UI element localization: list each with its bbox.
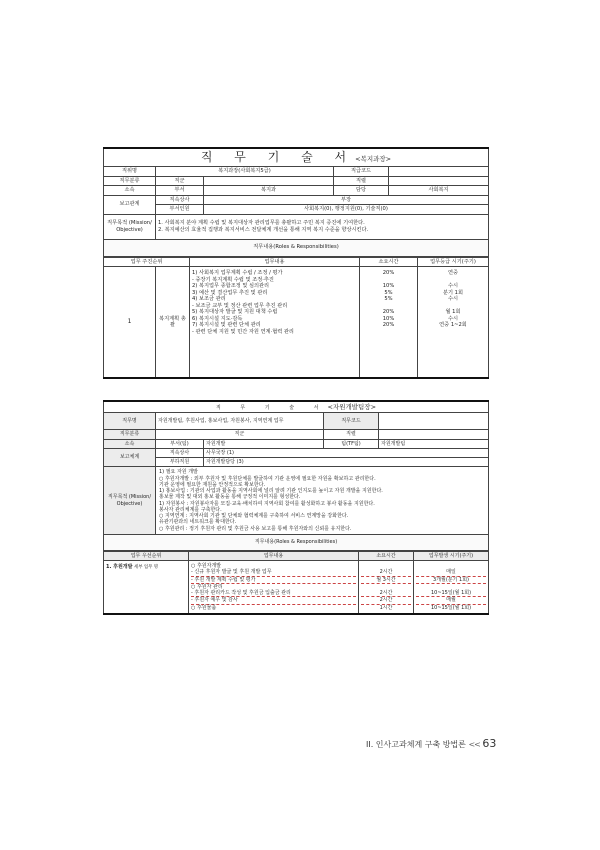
- col-header: 소요시간: [359, 551, 414, 560]
- cycle: 수시: [447, 315, 459, 322]
- cell: 소속: [104, 186, 156, 196]
- cycle: 3개월(분기 1회): [416, 577, 486, 584]
- task: 4) 보조금 관리: [192, 296, 226, 302]
- task: - 신규 후원자 발굴 및 후원 개발 업무: [191, 569, 356, 576]
- cycle: 월 1회: [445, 309, 461, 315]
- purpose-line: 봉사자 관리체계를 구축한다.: [159, 506, 222, 513]
- cell: 직렬: [334, 176, 389, 186]
- page-number: 63: [482, 737, 497, 750]
- roles-band: 직무내용(Roles & Responsibilities): [104, 534, 489, 550]
- cycle: 수시: [447, 296, 459, 302]
- purpose-label: 직무목적 (Mission/ Objective): [104, 214, 156, 239]
- time: 2시간: [361, 590, 411, 597]
- cell: 보고체계: [104, 448, 156, 467]
- purpose-line: 기관 운영에 필요한 재원을 안정적으로 확보한다.: [159, 481, 266, 488]
- cycle: 매월: [416, 597, 486, 604]
- cell: 복지과: [204, 186, 334, 196]
- task: ○ 후원자 관리: [191, 583, 223, 590]
- task: 3) 예산 및 결산업무 추진 및 관리: [192, 289, 268, 296]
- task: 2) 복지업무 종합조정 및 심의관리: [192, 283, 270, 289]
- cycle: 10~15일(월 1회): [416, 590, 486, 597]
- purpose-text: [156, 467, 489, 535]
- cycle-list: [414, 561, 489, 614]
- purpose-line: 1) 자원봉사 : 자원봉사자를 모집·교육·배치하여 지역사회 참여를 활성화하고 봉사 활동을 지원한다.: [159, 500, 375, 507]
- purpose-line: ○ 후원관리 : 정기 후원자 관리 및 후원금 사용 보고를 통해 후원자와의 신뢰를 유지한다.: [159, 525, 352, 532]
- col-header: 업무 우선순위: [104, 551, 189, 560]
- purpose-label: 직무목적 (Mission/ Objective): [104, 467, 156, 535]
- cell: 보고관계: [104, 195, 156, 214]
- cycle-list: [418, 267, 489, 379]
- cell: 자원개발팀: [379, 439, 489, 448]
- cycle: 매일: [416, 569, 486, 576]
- task: ○ 후원자개발: [191, 563, 222, 569]
- priority: 1: [104, 267, 156, 379]
- cell: 직위명: [104, 167, 156, 177]
- cell: 부서(팀): [156, 439, 204, 448]
- cell: 직무분류: [104, 176, 156, 186]
- cell: 직무코드: [324, 413, 379, 430]
- cell: 직속상사: [156, 195, 204, 205]
- col-header: 업무등급 시기(주기): [418, 257, 489, 267]
- cell: 소속: [104, 439, 156, 448]
- cell: 직렬: [324, 430, 379, 439]
- task: 6) 복지시설 지도·감독: [192, 315, 243, 322]
- cell: [389, 176, 489, 186]
- purpose-line: ○ 지역연계 : 지역사회 기관 및 단체와 협력체계를 구축하여 서비스 연계망을 강화한다.: [159, 513, 349, 519]
- cycle: 연중: [447, 270, 459, 276]
- task: - 후원자 관리카드 작성 및 후원금 입출금 관리: [191, 590, 356, 597]
- cell: 직급코드: [334, 167, 389, 177]
- cell: 복지과장(사회복지5급): [156, 167, 334, 177]
- cell: 직속상사: [156, 448, 204, 457]
- purpose-line: 홍보물 제작 및 대외 홍보 활동을 통해 긍정적 이미지를 형성한다.: [159, 494, 301, 501]
- cell: 사회복지: [389, 186, 489, 196]
- cycle: 10~15일(월 1회): [430, 604, 472, 611]
- task: - 후원 개발 계획 수립 및 평가: [191, 577, 356, 584]
- priority-note: 세부 업무 명: [134, 565, 159, 570]
- cell: 팀(TF팀): [324, 439, 379, 448]
- footer-chapter-title: II. 인사고과체계 구축 방법론: [366, 740, 466, 749]
- task: ○ 후원물품: [191, 604, 217, 611]
- cell: 부장: [204, 195, 489, 205]
- cell: 사무국장 (1): [204, 448, 489, 457]
- task: 5) 복지대상자 발굴 및 지원 대책 수립: [192, 309, 278, 315]
- task-list: [190, 267, 360, 379]
- task: - 관련 단체 지원 및 민간 자원 연계·협력 관리: [192, 328, 294, 335]
- cell: 자원개발담당 (3): [204, 458, 489, 467]
- time: 10%: [382, 315, 395, 322]
- cycle: 수시: [447, 283, 459, 289]
- time: 2시간: [361, 597, 411, 604]
- cell: 담당: [334, 186, 389, 196]
- time: 월 3시간: [361, 577, 411, 584]
- time: 1시간: [379, 604, 393, 611]
- cell: 부하직원: [156, 458, 204, 467]
- cell: [389, 167, 489, 177]
- cell: 부서: [156, 186, 204, 196]
- purpose-line: 1) 필요 자원 개발: [159, 469, 198, 476]
- task-list: [189, 561, 359, 614]
- time: 20%: [382, 322, 395, 328]
- col-header: 업무내용: [189, 551, 359, 560]
- doc2-title: 직 무 기 술 서<자원개발팀장>: [104, 401, 489, 413]
- cell: 부서인원: [156, 205, 204, 215]
- time: 20%: [382, 270, 395, 276]
- col-header: 업무내용: [190, 257, 360, 267]
- col-header: 업무 주진순위: [104, 257, 190, 267]
- time: [362, 329, 415, 336]
- time-list: [360, 267, 418, 379]
- page-footer: [366, 737, 496, 750]
- task: 7) 복지시설 및 관련 단체 관리: [192, 322, 261, 328]
- cell: 직군: [156, 176, 204, 186]
- time: 5%: [384, 296, 393, 302]
- task: - 보조금 교부 및 정산 관련 업무 추진 관리: [192, 302, 288, 309]
- time: 20%: [382, 309, 395, 315]
- task: - 후원자 예우 및 감사: [191, 597, 356, 604]
- roles-band: 직무내용(Roles & Responsibilities): [104, 239, 489, 256]
- priority-cell: [104, 561, 189, 614]
- time: 5%: [384, 289, 393, 296]
- purpose-line: 유관기관과의 네트워크를 확대한다.: [159, 519, 237, 526]
- cycle: [420, 329, 486, 336]
- job-description-doc-2: [103, 400, 488, 615]
- priority: 1. 후원개발: [106, 564, 133, 570]
- cell: 직군: [156, 430, 324, 439]
- doc1-title: 직 무 기 술 서<복지과장>: [104, 148, 489, 167]
- col-header: 업무발생 시기(주기): [414, 551, 489, 560]
- cell: 직무명: [104, 413, 156, 430]
- time: 10%: [382, 283, 395, 289]
- category: 복지계획 총괄: [156, 267, 190, 379]
- purpose-line: 1. 사회복지 분야 계획 수립 및 복지대상자 관리업무를 총괄하고 주민 복지 증진에 기여한다.: [158, 220, 365, 226]
- cell: 사회복지(0), 행정지원(0), 기술직(0): [204, 205, 489, 215]
- cell: 자원개발팀, 후원사업, 홍보사업, 자원봉사, 지역연계 업무: [156, 413, 324, 430]
- job-description-doc-1: [103, 147, 488, 379]
- double-arrow-icon: <<: [468, 740, 480, 749]
- task: - 중장기 복지계획 수립 및 조정·추진: [192, 276, 274, 283]
- col-header: 소요시간: [360, 257, 418, 267]
- cell: 자원개발: [204, 439, 324, 448]
- purpose-line: ○ 후원자개발 : 외부 후원자 및 후원단체를 발굴하여 기관 운영에 필요한 자원을 확보하고 관리한다.: [159, 475, 376, 482]
- time-list: [359, 561, 414, 614]
- cell: 직무분류: [104, 430, 156, 439]
- task: 1) 사회복지 업무계획 수립 / 조정 / 평가: [192, 270, 283, 276]
- time: 2시간: [361, 569, 411, 576]
- purpose-text: [156, 214, 489, 239]
- cycle: 연중 1~2회: [439, 322, 467, 328]
- purpose-line: 2. 복지예산의 효율적 집행과 복지서비스 전달체계 개선을 통해 지역 복지 수준을 향상시킨다.: [158, 226, 369, 233]
- cycle: 분기 1회: [443, 289, 463, 296]
- purpose-line: 1) 홍보사업 : 기관의 사업과 활동을 지역사회에 널리 알려 기관 인지도를 높이고 자원 개발을 지원한다.: [159, 488, 383, 494]
